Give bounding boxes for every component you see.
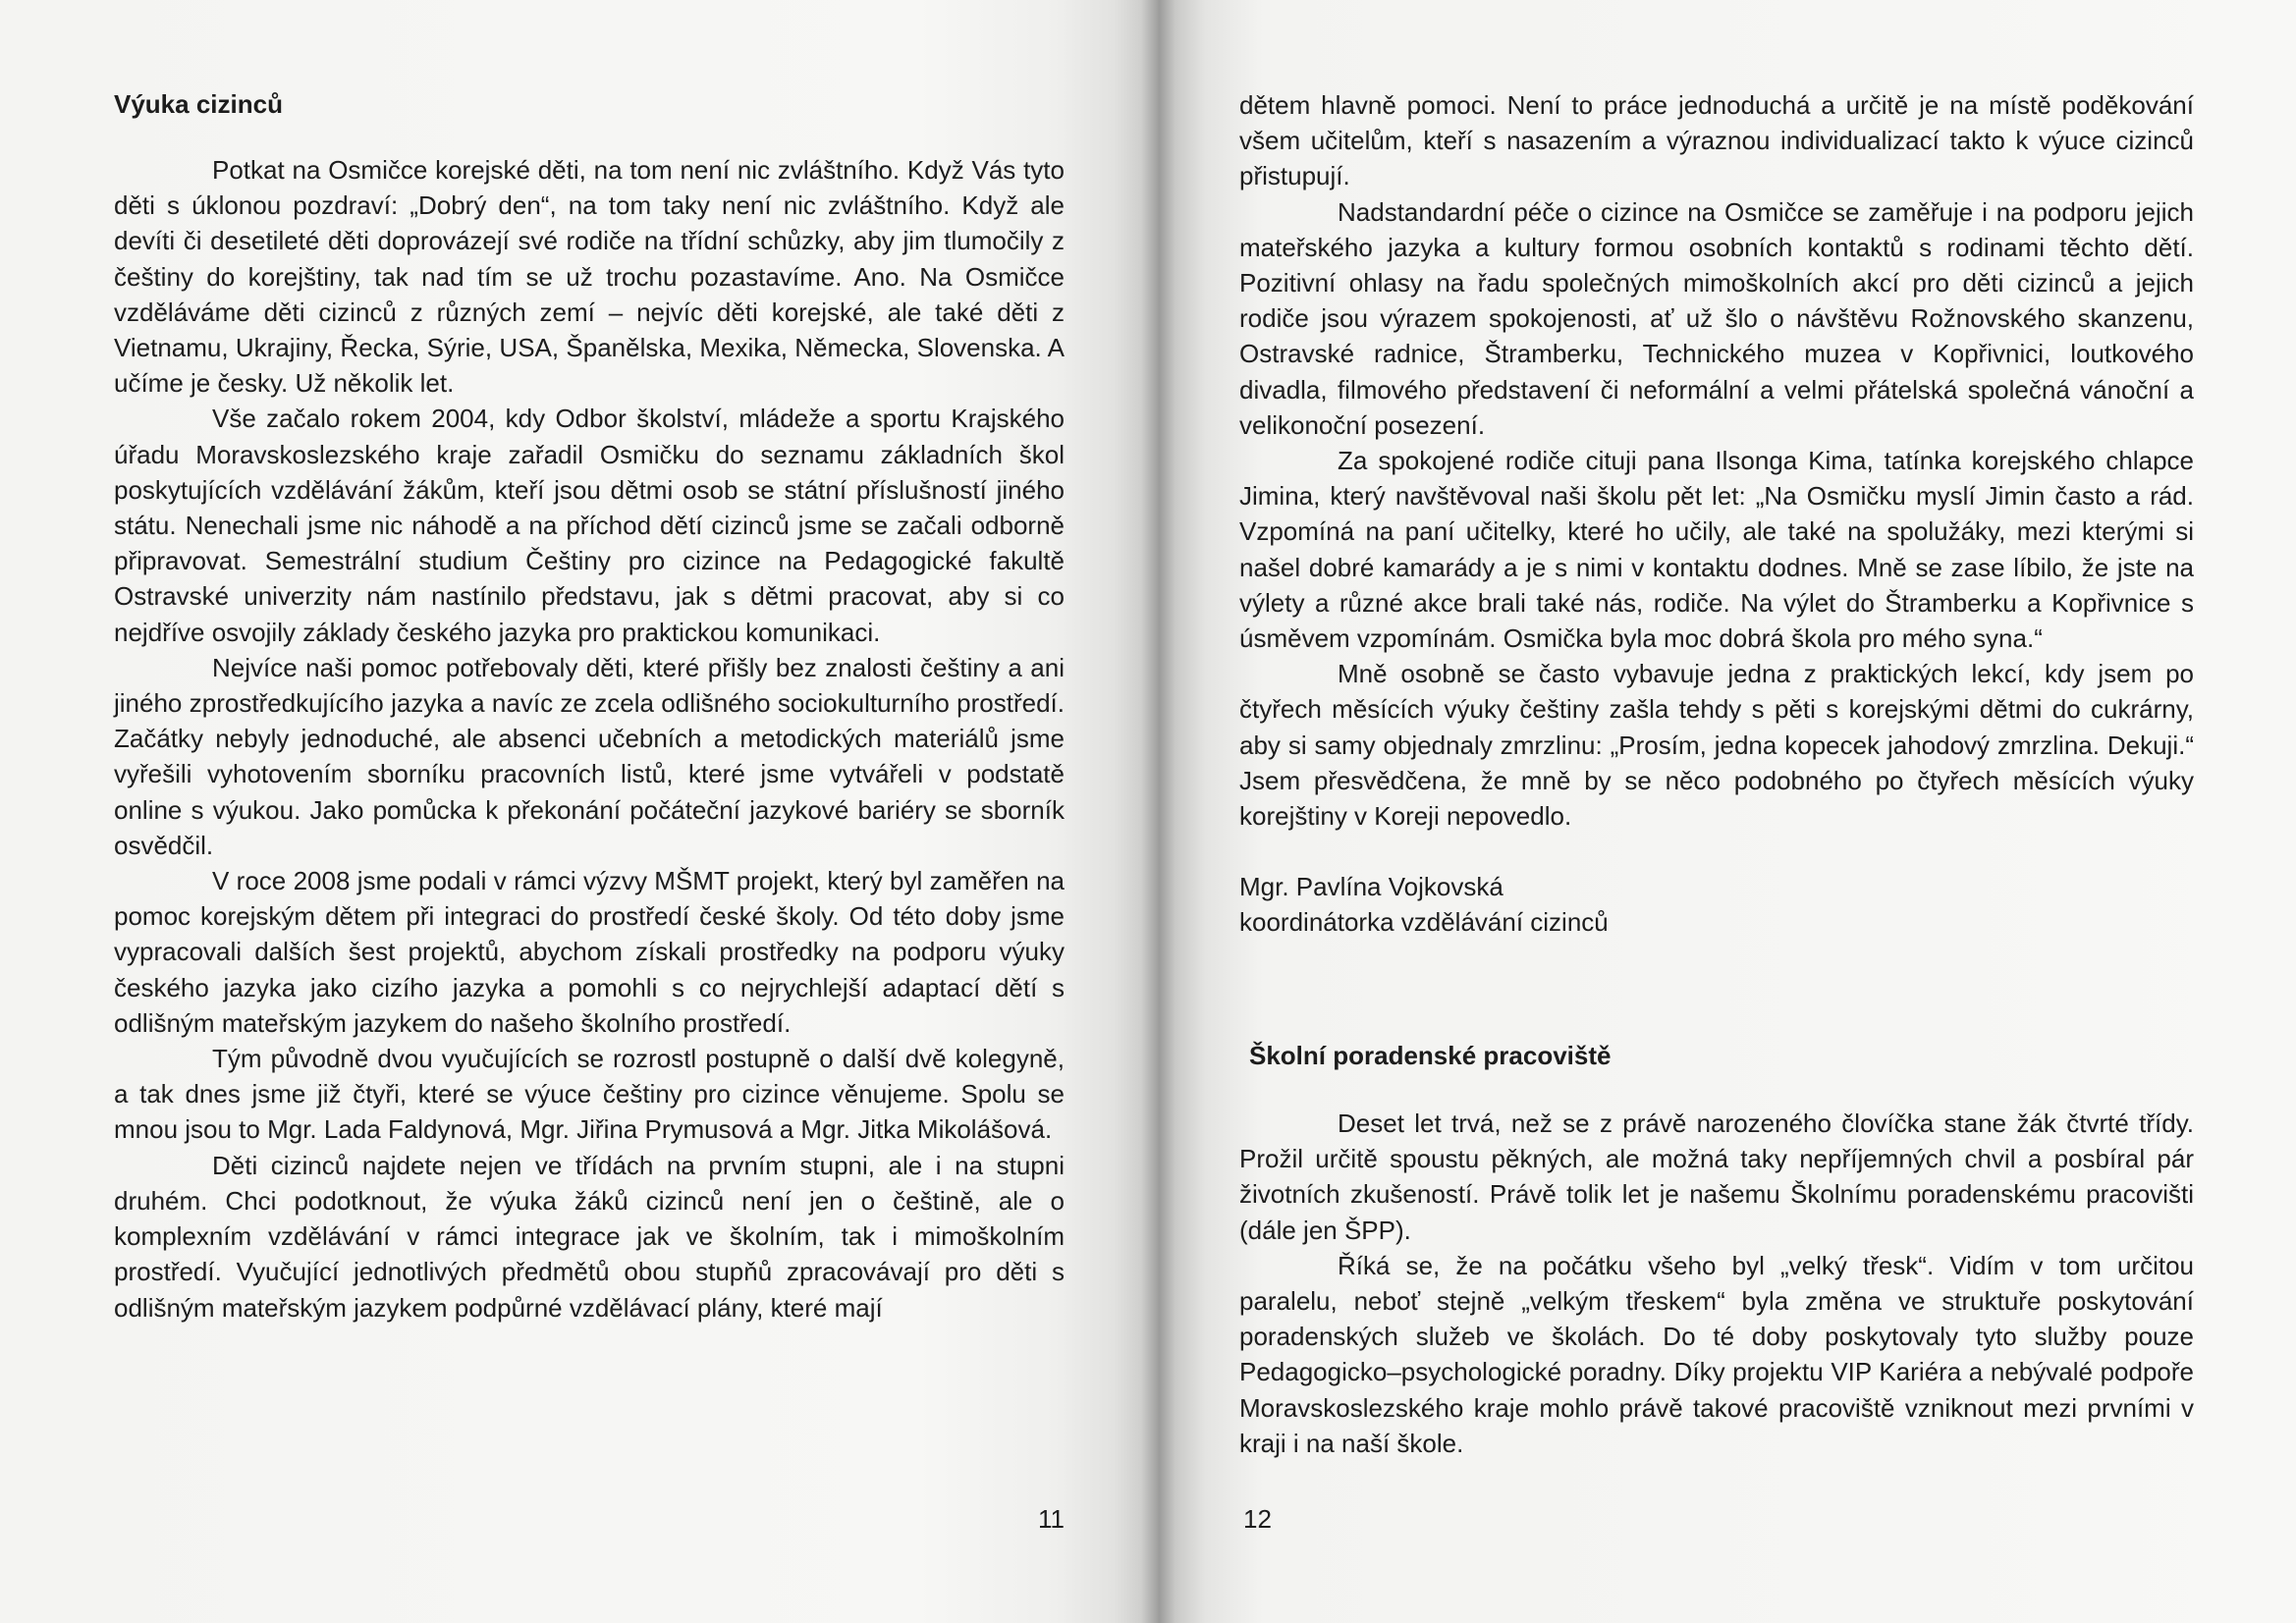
page-number: 11 xyxy=(1038,1504,1065,1534)
signature-name: Mgr. Pavlína Vojkovská xyxy=(1239,872,1503,902)
paragraph: Deset let trvá, než se z právě narozeného človíčka stane žák čtvrté třídy. Prožil určitě spoustu pěkných, ale možná taky nepříjemných chvil a posbíral pár životních zkušeností. Právě tolik let je našemu Školnímu poradenskému pracovišti (dále jen ŠPP). xyxy=(1239,1109,2194,1245)
left-page xyxy=(114,0,1065,1623)
spacer xyxy=(1239,834,2194,869)
paragraph: Děti cizinců najdete nejen ve třídách na prvním stupni, ale i na stupni druhém. Chci podotknout, že výuka žáků cizinců není jen o češtině, ale o komplexním vzdělávání v rámci integrace jak ve školním, tak i mimoškolním prostředí. Vyučující jednotlivých předmětů obou stupňů zpracovávají pro děti s odlišným mateřským jazykem podpůrné vzdělávací plány, které mají xyxy=(114,1150,1065,1323)
right-page-text-section2 xyxy=(1239,1106,2194,1461)
page-number: 12 xyxy=(1243,1504,1272,1534)
left-page-text xyxy=(114,152,1065,1325)
paragraph-continued: dětem hlavně pomoci. Není to práce jednoduchá a určitě je na místě poděkování všem učitelům, kteří s nasazením a výraznou individualizací takto k výuce cizinců přistupují. xyxy=(1239,90,2194,191)
paragraph: Říká se, že na počátku všeho byl „velký třesk“. Vidím v tom určitou paralelu, neboť stejně „velkým třeskem“ byla změna ve struktuře poskytování poradenských služeb ve školách. Do té doby poskytovaly tyto služby pouze Pedagogicko–psychologické poradny. Díky projektu VIP Kariéra a nebývalé podpoře Moravskoslezského kraje mohlo právě takové pracoviště vzniknout mezi prvními v kraji i na naší škole. xyxy=(1239,1250,2194,1458)
section-heading-vyuka-cizincu: Výuka cizinců xyxy=(114,89,283,119)
paragraph: Nejvíce naši pomoc potřebovaly děti, které přišly bez znalosti češtiny a ani jiného zprostředkujícího jazyka a navíc ze zcela odlišného sociokulturního prostředí. Začátky nebyly jednoduché, ale absenci učebních a metodických materiálů jsme vyřešili vyhotovením sborníku pracovních listů, které jsme vytvářeli v podstatě online s výukou. Jako pomůcka k překonání počáteční jazykové bariéry se sborník osvědčil. xyxy=(114,652,1065,860)
section-heading-poradenske-pracoviste: Školní poradenské pracoviště xyxy=(1249,1041,1612,1070)
signature-role: koordinátorka vzdělávání cizinců xyxy=(1239,907,1609,938)
right-page-text xyxy=(1239,87,2194,941)
paragraph: Potkat na Osmičce korejské děti, na tom není nic zvláštního. Když Vás tyto děti s úklonou pozdraví: „Dobrý den“, na tom taky není nic zvláštního. Když ale devíti či desetileté děti doprovázejí své rodiče na třídní schůzky, aby jim tlumočily z češtiny do korejštiny, tak nad tím se už trochu pozastavíme. Ano. Na Osmičce vzděláváme děti cizinců z různých zemí – nejvíc děti korejské, ale také děti z Vietnamu, Ukrajiny, Řecka, Sýrie, USA, Španělska, Mexika, Německa, Slovenska. A učíme je česky. Už několik let. xyxy=(114,155,1065,399)
paragraph: Mně osobně se často vybavuje jedna z praktických lekcí, kdy jsem po čtyřech měsících výuky češtiny zašla tehdy s pěti s korejskými dětmi do cukrárny, aby si samy objednaly zmrzlinu: „Prosím, jedna kopecek jahodový zmrzlina. Dekuji.“ Jsem přesvědčena, že mně by se něco podobného po čtyřech měsících výuky korejštiny v Koreji nepovedlo. xyxy=(1239,659,2194,832)
paragraph: Za spokojené rodiče cituji pana Ilsonga Kima, tatínka korejského chlapce Jimina, který navštěvoval naši školu pět let: „Na Osmičku myslí Jimin často a rád. Vzpomíná na paní učitelky, které ho učily, ale také na spolužáky, mezi kterými si našel dobré kamarády a je s nimi v kontaktu dodnes. Mně se zase líbilo, že jste na výlety a různé akce brali také nás, rodiče. Na výlet do Štramberku a Kopřivnice s úsměvem vzpomínám. Osmička byla moc dobrá škola pro mého syna.“ xyxy=(1239,446,2194,654)
right-page xyxy=(1239,0,2194,1623)
paragraph: Tým původně dvou vyučujících se rozrostl postupně o další dvě kolegyně, a tak dnes jsme již čtyři, které se výuce češtiny pro cizince věnujeme. Spolu se mnou jsou to Mgr. Lada Faldynová, Mgr. Jiřina Prymusová a Mgr. Jitka Mikolášová. xyxy=(114,1044,1065,1145)
paragraph: Vše začalo rokem 2004, kdy Odbor školství, mládeže a sportu Krajského úřadu Moravskoslezského kraje zařadil Osmičku do seznamu základních škol poskytujících vzdělávání žákům, kteří jsou dětmi osob se státní příslušností jiného státu. Nenechali jsme nic náhodě a na příchod dětí cizinců jsme se začali odborně připravovat. Semestrální studium Češtiny pro cizince na Pedagogické fakultě Ostravské univerzity nám nastínilo představu, jak s dětmi pracovat, aby si co nejdříve osvojily základy českého jazyka pro praktickou komunikaci. xyxy=(114,404,1065,647)
paragraph: V roce 2008 jsme podali v rámci výzvy MŠMT projekt, který byl zaměřen na pomoc korejským dětem při integraci do prostředí české školy. Od této doby jsme vypracovali dalších šest projektů, abychom získali prostředky na podporu výuky českého jazyka jako cizího jazyka a pomohli s co nejrychlejší adaptací dětí s odlišným mateřským jazykem do našeho školního prostředí. xyxy=(114,866,1065,1038)
paragraph: Nadstandardní péče o cizince na Osmičce se zaměřuje i na podporu jejich mateřského jazyka a kultury formou osobních kontaktů s rodinami těchto dětí. Pozitivní ohlasy na řadu společných mimoškolních akcí pro děti cizinců a jejich rodiče jsou výrazem spokojenosti, ať už šlo o návštěvu Rožnovského skanzenu, Ostravské radnice, Štramberku, Technického muzea v Kopřivnici, loutkového divadla, filmového představení či neformální a velmi přátelská společná vánoční a velikonoční posezení. xyxy=(1239,196,2194,440)
